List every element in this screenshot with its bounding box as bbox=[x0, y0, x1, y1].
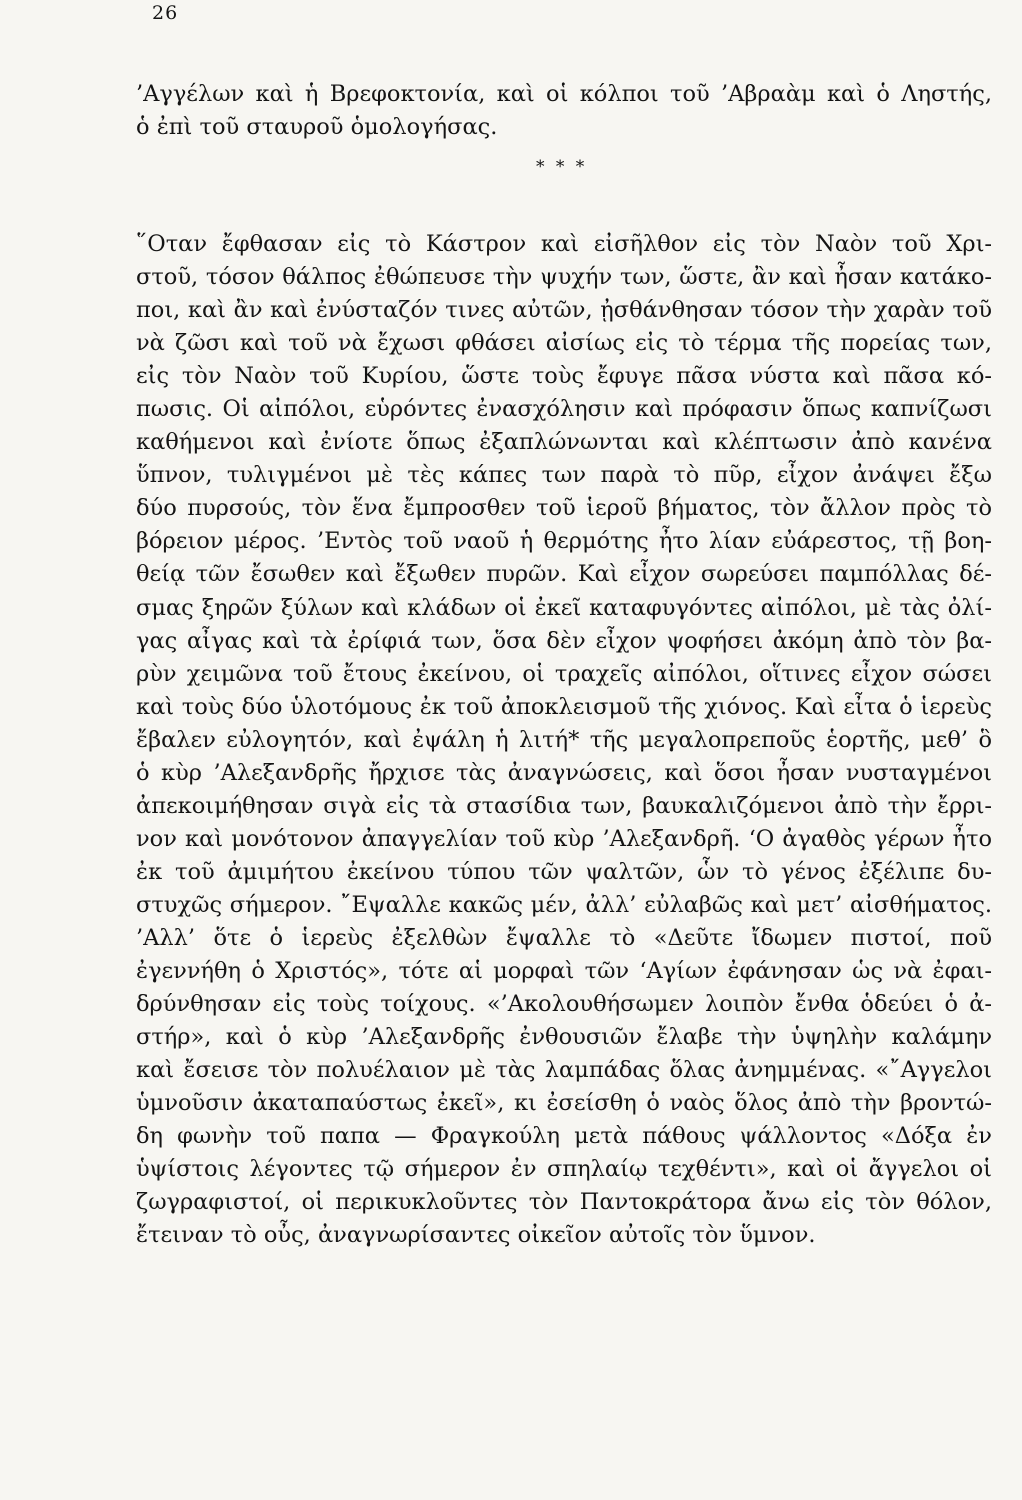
text-line: καθήμενοι καὶ ἐνίοτε ὅπως ἐξαπλώνωνται καὶ κλέπτωσιν ἀπὸ κανένα bbox=[136, 429, 992, 456]
text-line: ζωγραφιστοί, οἱ περικυκλοῦντες τὸν Παντοκράτορα ἄνω εἰς τὸν θόλον, bbox=[136, 1189, 992, 1216]
text-line: ρὺν χειμῶνα τοῦ ἔτους ἐκείνου, οἱ τραχεῖς αἰπόλοι, οἵτινες εἶχον σώσει bbox=[136, 660, 992, 687]
text-line: καὶ τοὺς δύο ὑλοτόμους ἐκ τοῦ ἀποκλεισμοῦ τῆς χιόνος. Καὶ εἶτα ὁ ἱερεὺς bbox=[136, 693, 992, 720]
text-line: νον καὶ μονότονον ἀπαγγελίαν τοῦ κὺρ ’Αλεξανδρῆ. ‘Ο ἀγαθὸς γέρων ἦτο bbox=[136, 825, 992, 852]
text-line: ’Αλλ’ ὅτε ὁ ἱερεὺς ἐξελθὼν ἔψαλλε τὸ «Δεῦτε ἴδωμεν πιστοί, ποῦ bbox=[136, 924, 992, 951]
text-line: ποι, καὶ ἂν καὶ ἐνύσταζόν τινες αὐτῶν, ᾐσθάνθησαν τόσον τὴν χαρὰν τοῦ bbox=[136, 297, 992, 324]
text-line: δρύνθησαν εἰς τοὺς τοίχους. «’Ακολουθήσωμεν λοιπὸν ἔνθα ὁδεύει ὁ ἀ- bbox=[136, 991, 992, 1018]
page-number: 26 bbox=[152, 2, 179, 24]
text-line: δη φωνὴν τοῦ παπα — Φραγκούλη μετὰ πάθους ψάλλοντος «Δόξα ἐν bbox=[136, 1123, 992, 1150]
text-line: δύο πυρσούς, τὸν ἕνα ἔμπροσθεν τοῦ ἱεροῦ βήματος, τὸν ἄλλον πρὸς τὸ bbox=[136, 495, 992, 522]
main-paragraph bbox=[136, 228, 992, 1252]
text-line: νὰ ζῶσι καὶ τοῦ νὰ ἔχωσι φθάσει αἰσίως εἰς τὸ τέρμα τῆς πορείας των, bbox=[136, 330, 992, 357]
text-line: στυχῶς σήμερον. ῎Εψαλλε κακῶς μέν, ἀλλ’ εὐλαβῶς καὶ μετ’ αἰσθήματος. bbox=[136, 891, 992, 918]
text-line: γας αἶγας καὶ τὰ ἐρίφιά των, ὅσα δὲν εἶχον ψοφήσει ἀκόμη ἀπὸ τὸν βα- bbox=[136, 627, 992, 654]
text-line: στοῦ, τόσον θάλπος ἐθώπευσε τὴν ψυχήν των, ὥστε, ἂν καὶ ἦσαν κατάκο- bbox=[136, 264, 992, 291]
opening-paragraph bbox=[136, 78, 992, 143]
text-line: ὁ κὺρ ’Αλεξανδρῆς ἤρχισε τὰς ἀναγνώσεις, καὶ ὅσοι ἦσαν νυσταγμένοι bbox=[136, 759, 992, 786]
text-line: στήρ», καὶ ὁ κὺρ ’Αλεξανδρῆς ἐνθουσιῶν ἔλαβε τὴν ὑψηλὴν καλάμην bbox=[136, 1024, 992, 1051]
text-line: ’Αγγέλων καὶ ἡ Βρεφοκτονία, καὶ οἱ κόλποι τοῦ ’Αβραὰμ καὶ ὁ Ληστής, bbox=[136, 81, 992, 107]
text-line: πωσις. Οἱ αἰπόλοι, εὑρόντες ἐνασχόλησιν καὶ πρόφασιν ὅπως καπνίζωσι bbox=[136, 396, 992, 423]
section-separator: * * * bbox=[536, 157, 588, 177]
text-line: ῞Οταν ἔφθασαν εἰς τὸ Κάστρον καὶ εἰσῆλθον εἰς τὸν Ναὸν τοῦ Χρι- bbox=[136, 231, 992, 257]
text-line: ὁ ἐπὶ τοῦ σταυροῦ ὁμολογήσας. bbox=[136, 113, 498, 140]
text-line: εἰς τὸν Ναὸν τοῦ Κυρίου, ὥστε τοὺς ἔφυγε πᾶσα νύστα καὶ πᾶσα κό- bbox=[136, 363, 992, 390]
text-line: ὑμνοῦσιν ἀκαταπαύστως ἐκεῖ», κι ἐσείσθη ὁ ναὸς ὅλος ἀπὸ τὴν βροντώ- bbox=[136, 1090, 992, 1117]
text-line: ἔβαλεν εὐλογητόν, καὶ ἐψάλη ἡ λιτή* τῆς μεγαλοπρεποῦς ἑορτῆς, μεθ’ ὃ bbox=[136, 726, 992, 753]
text-line: ἔτειναν τὸ οὖς, ἀναγνωρίσαντες οἰκεῖον αὐτοῖς τὸν ὕμνον. bbox=[136, 1222, 816, 1249]
text-line: θείᾳ τῶν ἔσωθεν καὶ ἔξωθεν πυρῶν. Καὶ εἶχον σωρεύσει παμπόλλας δέ- bbox=[136, 561, 992, 588]
text-line: ἐγεννήθη ὁ Χριστός», τότε αἱ μορφαὶ τῶν ‘Αγίων ἐφάνησαν ὡς νὰ ἐφαι- bbox=[136, 958, 992, 985]
text-line: καὶ ἔσεισε τὸν πολυέλαιον μὲ τὰς λαμπάδας ὅλας ἀνημμένας. «῎Αγγελοι bbox=[136, 1057, 992, 1084]
text-line: ὑψίστοις λέγοντες τῷ σήμερον ἐν σπηλαίῳ τεχθέντι», καὶ οἱ ἄγγελοι οἱ bbox=[136, 1156, 992, 1183]
text-line: βόρειον μέρος. ’Εντὸς τοῦ ναοῦ ἡ θερμότης ἦτο λίαν εὐάρεστος, τῇ βοη- bbox=[136, 528, 992, 555]
text-line: ἐκ τοῦ ἀμιμήτου ἐκείνου τύπου τῶν ψαλτῶν, ὧν τὸ γένος ἐξέλιπε δυ- bbox=[136, 858, 992, 885]
text-line: ἀπεκοιμήθησαν σιγὰ εἰς τὰ στασίδια των, βαυκαλιζόμενοι ἀπὸ τὴν ἔρρι- bbox=[136, 792, 992, 819]
text-line: ὕπνον, τυλιγμένοι μὲ τὲς κάπες των παρὰ τὸ πῦρ, εἶχον ἀνάψει ἔξω bbox=[136, 462, 992, 489]
text-line: σμας ξηρῶν ξύλων καὶ κλάδων οἱ ἐκεῖ καταφυγόντες αἰπόλοι, μὲ τὰς ὀλί- bbox=[136, 594, 992, 621]
